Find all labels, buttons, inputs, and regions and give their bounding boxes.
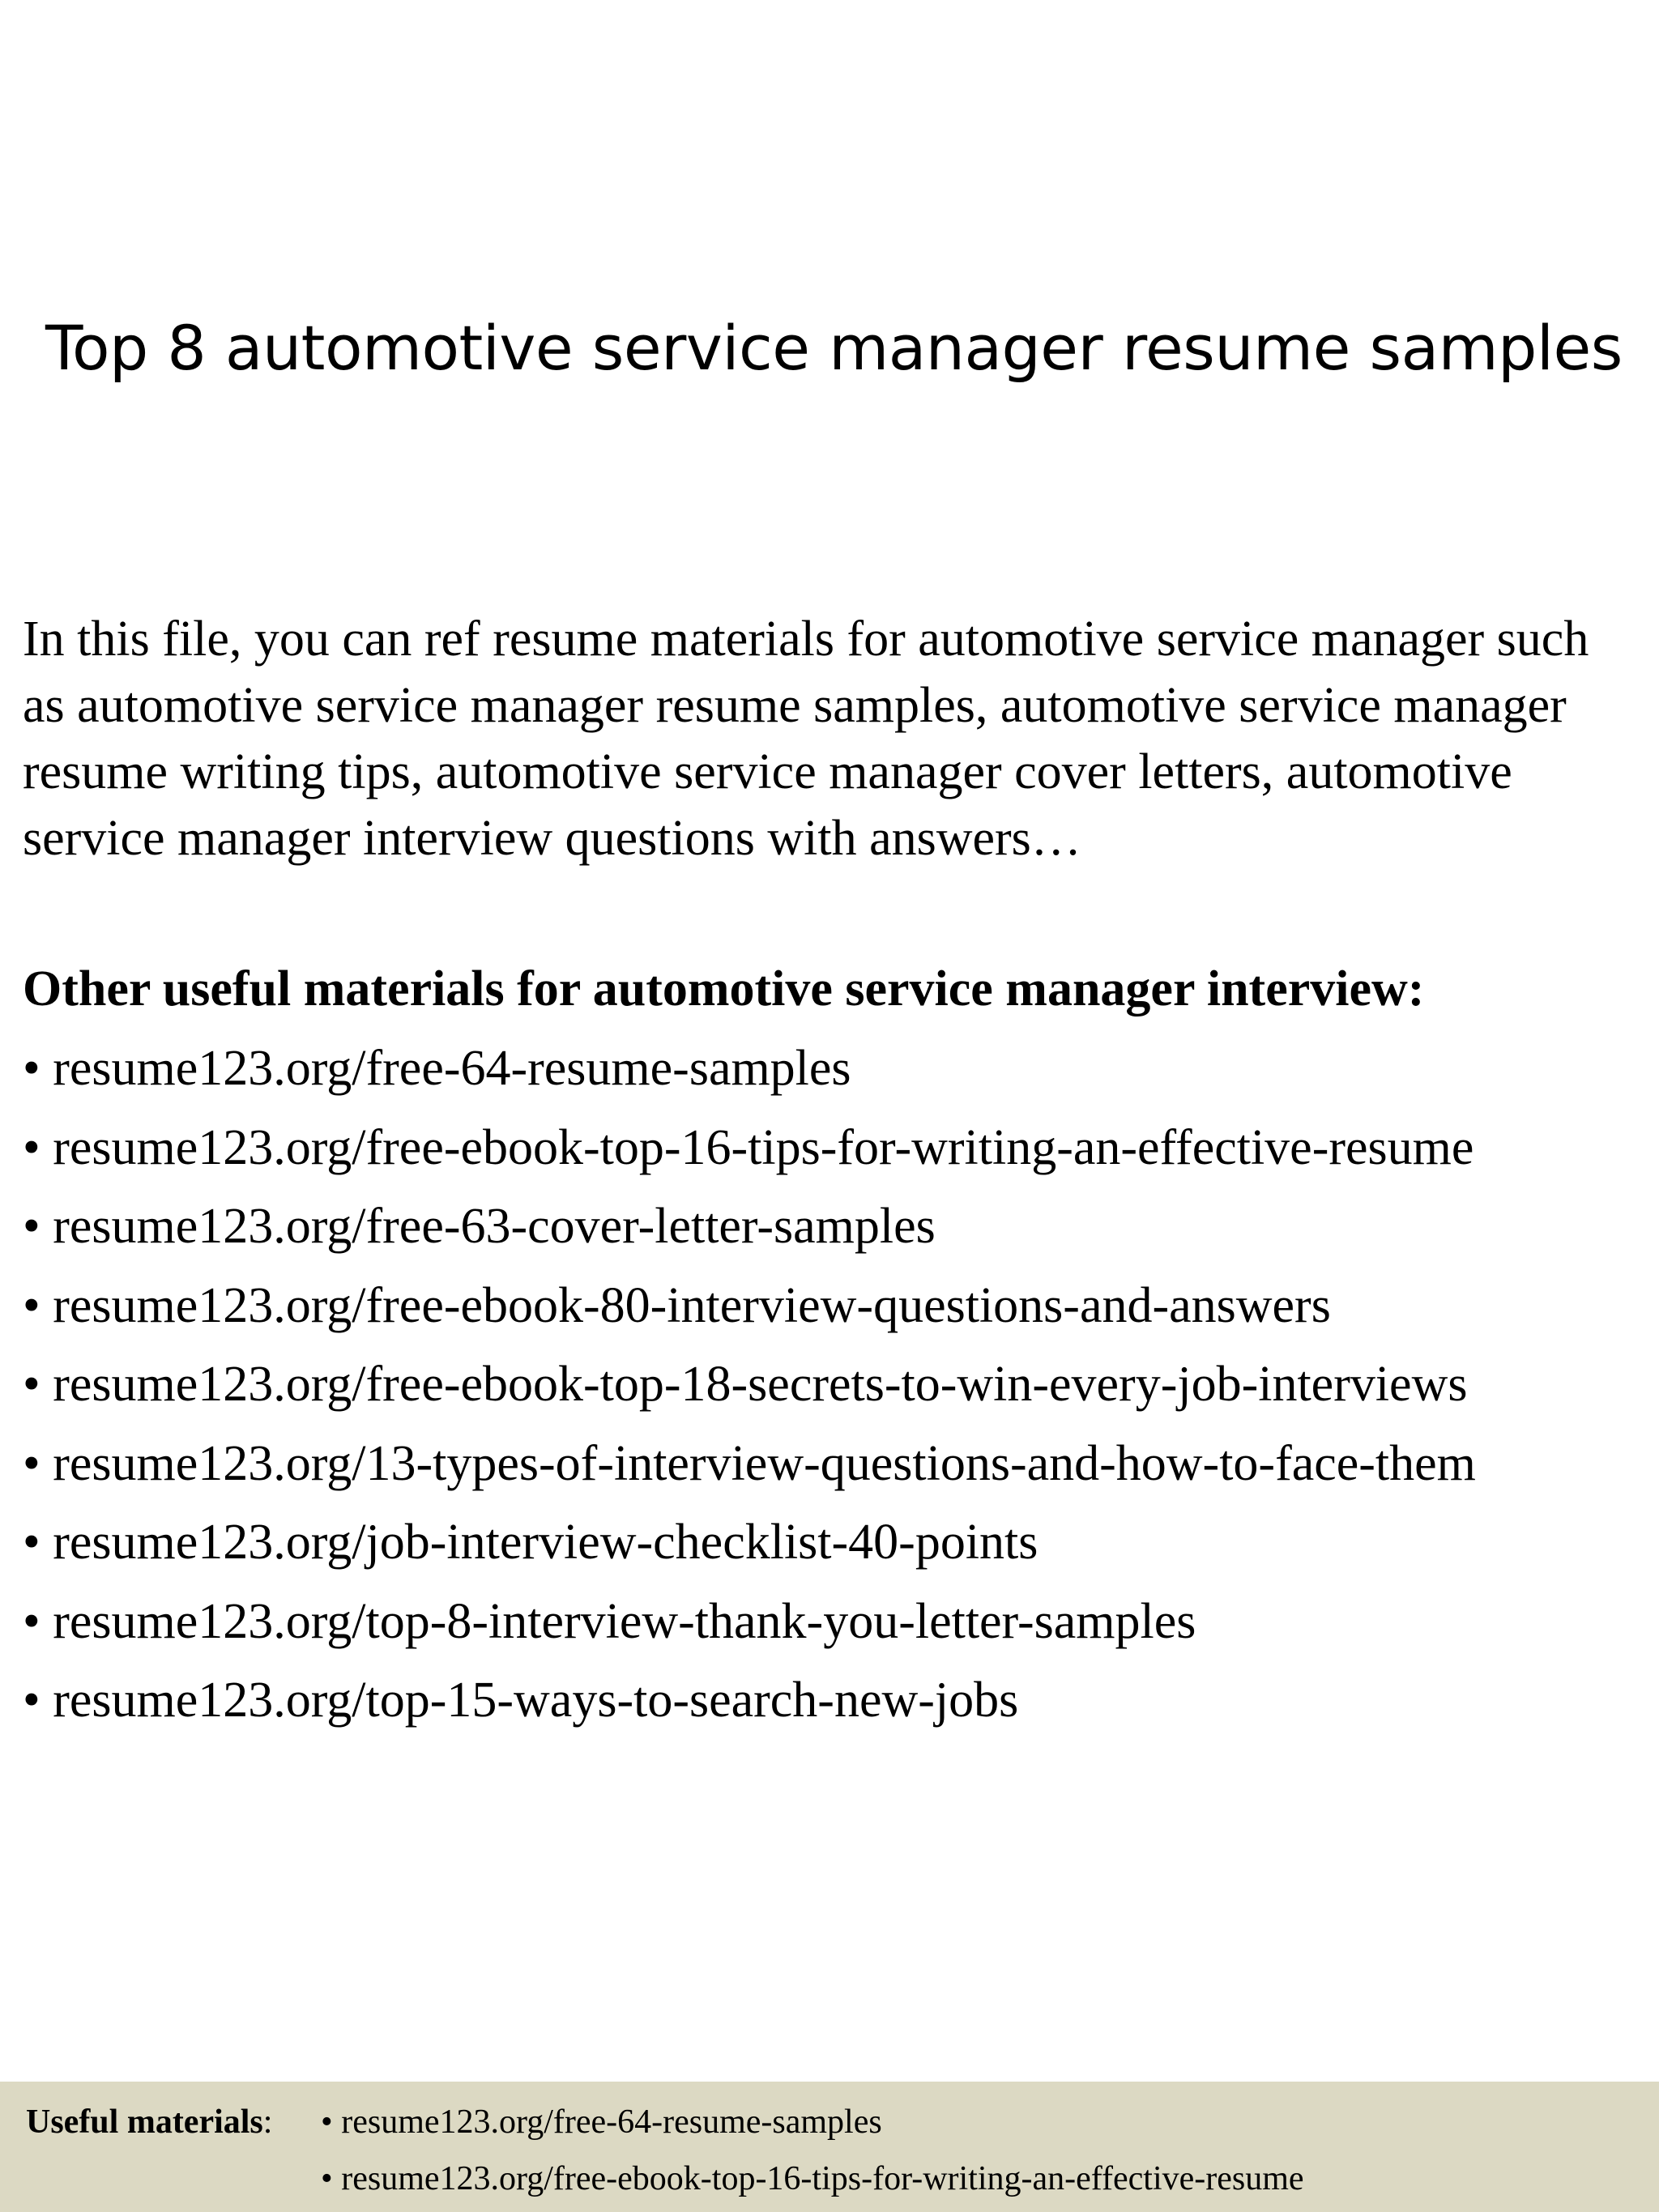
list-item[interactable]: [23, 1193, 1635, 1272]
link-text: resume123.org/free-63-cover-letter-samples: [53, 1199, 936, 1254]
footer-link-list: [321, 2099, 1304, 2212]
footer-label-text: Useful materials: [26, 2103, 263, 2141]
bullet: •: [23, 1199, 41, 1254]
list-item[interactable]: [23, 1115, 1635, 1194]
footer-label-separator: :: [262, 2103, 273, 2141]
link-text: resume123.org/free-ebook-top-16-tips-for-writing-an-effective-resume: [53, 1119, 1474, 1175]
footer-link-item[interactable]: [321, 2099, 1304, 2156]
page-title: Top 8 automotive service manager resume samples: [45, 312, 1623, 384]
bullet: •: [23, 1041, 41, 1096]
link-text: resume123.org/top-8-interview-thank-you-letter-samples: [53, 1593, 1196, 1649]
intro-paragraph: In this file, you can ref resume materials for automotive service manager such as automotive service manager resume samples, automotive service manager resume writing tips, automotive service manager cover letters, automotive service manager interview questions with answers…: [23, 612, 1589, 866]
list-item[interactable]: [23, 1667, 1635, 1746]
bullet: •: [23, 1593, 41, 1649]
list-item[interactable]: [23, 1509, 1635, 1588]
footer-link-item[interactable]: [321, 2156, 1304, 2212]
bullet: •: [23, 1515, 41, 1570]
link-text: resume123.org/free-ebook-80-interview-questions-and-answers: [53, 1277, 1331, 1333]
link-text: resume123.org/job-interview-checklist-40-points: [53, 1515, 1038, 1570]
bullet: •: [321, 2103, 333, 2141]
list-item[interactable]: [23, 1351, 1635, 1430]
footer-link-text: resume123.org/free-64-resume-samples: [341, 2103, 882, 2141]
materials-link-list: [23, 1035, 1635, 1746]
bullet: •: [321, 2160, 333, 2197]
footer-link-text: resume123.org/free-ebook-top-16-tips-for-writing-an-effective-resume: [341, 2160, 1304, 2197]
list-item[interactable]: [23, 1430, 1635, 1510]
link-text: resume123.org/top-15-ways-to-search-new-jobs: [53, 1673, 1019, 1728]
bullet: •: [23, 1357, 41, 1412]
bullet: •: [23, 1277, 41, 1333]
bullet: •: [23, 1119, 41, 1175]
bullet: •: [23, 1435, 41, 1491]
list-item[interactable]: [23, 1272, 1635, 1352]
link-text: resume123.org/13-types-of-interview-questions-and-how-to-face-them: [53, 1435, 1476, 1491]
bullet: •: [23, 1673, 41, 1728]
link-text: resume123.org/free-ebook-top-18-secrets-to-win-every-job-interviews: [53, 1357, 1468, 1412]
link-text: resume123.org/free-64-resume-samples: [53, 1041, 851, 1096]
footer-label: [26, 2099, 272, 2145]
footer-bar: [0, 2082, 1659, 2212]
materials-heading: Other useful materials for automotive service manager interview:: [23, 961, 1425, 1016]
list-item[interactable]: [23, 1588, 1635, 1668]
list-item[interactable]: [23, 1035, 1635, 1115]
